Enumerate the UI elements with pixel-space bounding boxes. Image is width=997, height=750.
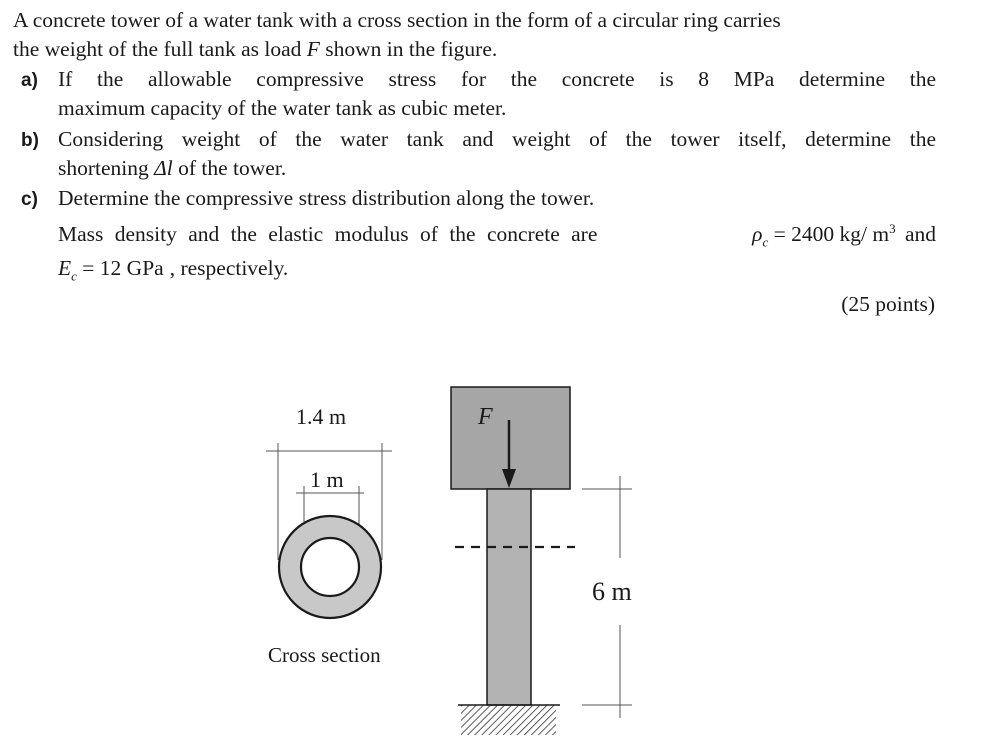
part-b-text-2-pre: shortening [58,156,155,180]
intro-text-1: A concrete tower of a water tank with a cross section in the form of a circular ring carries [13,8,781,32]
ring-hole [301,538,359,596]
intro-text-2-pre: the weight of the full tank as load [13,37,307,61]
part-c-marker: c) [21,189,38,210]
outer-diameter-label: 1.4 m [296,404,347,429]
and-word: and [904,222,936,247]
material-text: Mass density and the elastic modulus of the concrete are [58,222,598,247]
inner-diameter-label: 1 m [310,467,344,492]
rho-subscript: c [762,234,769,250]
part-a-text-2: maximum capacity of the water tank as cubic meter. [58,96,507,120]
tower-column [487,489,531,705]
E-value: = 12 GPa [82,256,164,280]
E-subscript: c [71,268,77,284]
cross-section-label: Cross section [268,643,381,667]
ground-support [461,705,556,735]
part-b-marker: b) [21,130,39,151]
points-label: (25 points) [841,292,935,316]
part-a-marker: a) [21,70,38,91]
part-b-text-1: Considering weight of the water tank and weight of the tower itself, determine the [58,127,936,151]
rho-symbol: ρ [752,222,763,247]
rho-value: = 2400 kg/ m [773,222,890,247]
E-symbol: E [58,256,72,280]
part-a-text-1: If the allowable compressive stress for the concrete is 8 MPa determine the [58,67,936,91]
part-c-text-1: Determine the compressive stress distribution along the tower. [58,186,595,210]
rho-exponent: 3 [889,221,896,236]
height-label: 6 m [592,577,632,606]
load-variable: F [306,37,320,61]
material-text-2: , respectively. [169,256,289,280]
intro-text-2-post: shown in the figure. [319,37,498,61]
part-b-text-2-post: of the tower. [172,156,287,180]
load-label: F [478,404,493,430]
shortening-symbol: Δl [154,156,173,180]
